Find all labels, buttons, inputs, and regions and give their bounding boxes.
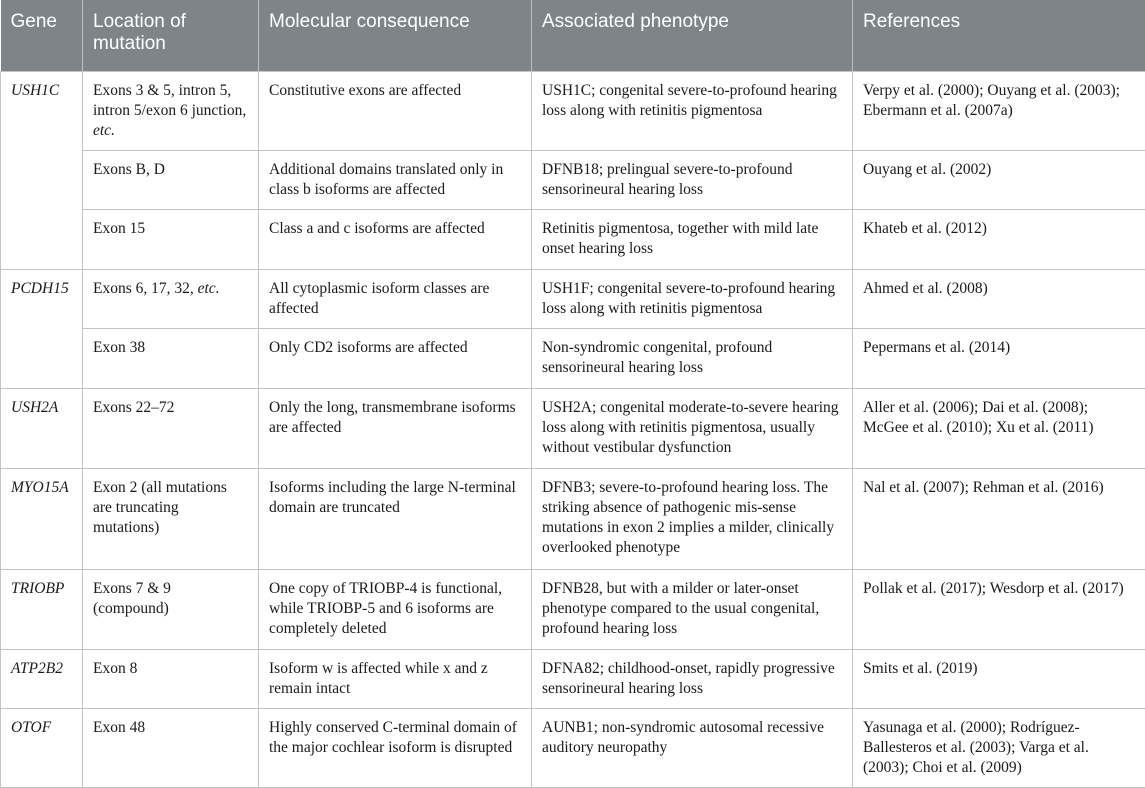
phenotype-cell: Retinitis pigmentosa, together with mild late onset hearing loss bbox=[532, 209, 853, 269]
table-row bbox=[1, 388, 1145, 468]
table-row bbox=[1, 71, 1145, 150]
phenotype-cell: Non-syndromic congenital, profound sensorineural hearing loss bbox=[532, 328, 853, 388]
references-cell: Ahmed et al. (2008) bbox=[853, 269, 1145, 328]
consequence-cell: All cytoplasmic isoform classes are affected bbox=[259, 269, 532, 328]
location-cell bbox=[83, 71, 259, 150]
location-text: Exons 6, 17, 32, bbox=[93, 280, 194, 297]
table-row bbox=[1, 150, 1145, 209]
header-phenotype: Associated phenotype bbox=[532, 0, 853, 71]
consequence-cell: Only CD2 isoforms are affected bbox=[259, 328, 532, 388]
header-references: References bbox=[853, 0, 1145, 71]
consequence-cell: Class a and c isoforms are affected bbox=[259, 209, 532, 269]
gene-cell: OTOF bbox=[1, 708, 83, 787]
table-body bbox=[1, 71, 1145, 787]
header-row bbox=[1, 0, 1145, 71]
phenotype-cell: USH1C; congenital severe-to-profound hearing loss along with retinitis pigmentosa bbox=[532, 71, 853, 150]
consequence-cell: Highly conserved C-terminal domain of the major cochlear isoform is disrupted bbox=[259, 708, 532, 787]
gene-cell: TRIOBP bbox=[1, 569, 83, 649]
references-cell: Nal et al. (2007); Rehman et al. (2016) bbox=[853, 468, 1145, 569]
location-cell: Exons B, D bbox=[83, 150, 259, 209]
location-suffix: etc. bbox=[198, 280, 220, 297]
references-cell: Pollak et al. (2017); Wesdorp et al. (2017) bbox=[853, 569, 1145, 649]
consequence-cell: Isoforms including the large N-terminal domain are truncated bbox=[259, 468, 532, 569]
table-row bbox=[1, 649, 1145, 708]
location-cell: Exon 8 bbox=[83, 649, 259, 708]
gene-cell: MYO15A bbox=[1, 468, 83, 569]
consequence-cell: Additional domains translated only in class b isoforms are affected bbox=[259, 150, 532, 209]
location-text: Exons 3 & 5, intron 5, intron 5/exon 6 junction, bbox=[93, 82, 246, 119]
table-row bbox=[1, 328, 1145, 388]
consequence-cell: Only the long, transmembrane isoforms are affected bbox=[259, 388, 532, 468]
location-cell: Exon 38 bbox=[83, 328, 259, 388]
header-gene: Gene bbox=[1, 0, 83, 71]
table-header bbox=[1, 0, 1145, 71]
references-cell: Pepermans et al. (2014) bbox=[853, 328, 1145, 388]
references-cell: Khateb et al. (2012) bbox=[853, 209, 1145, 269]
consequence-cell: Constitutive exons are affected bbox=[259, 71, 532, 150]
references-cell: Smits et al. (2019) bbox=[853, 649, 1145, 708]
table-row bbox=[1, 569, 1145, 649]
consequence-cell: One copy of TRIOBP-4 is functional, while TRIOBP-5 and 6 isoforms are completely deleted bbox=[259, 569, 532, 649]
phenotype-cell: DFNB3; severe-to-profound hearing loss. The striking absence of pathogenic mis-sense mutations in exon 2 implies a milder, clinically overlooked phenotype bbox=[532, 468, 853, 569]
phenotype-cell: DFNA82; childhood-onset, rapidly progressive sensorineural hearing loss bbox=[532, 649, 853, 708]
header-location: Location of mutation bbox=[83, 0, 259, 71]
location-cell: Exon 48 bbox=[83, 708, 259, 787]
phenotype-cell: USH1F; congenital severe-to-profound hearing loss along with retinitis pigmentosa bbox=[532, 269, 853, 328]
location-cell: Exons 7 & 9 (compound) bbox=[83, 569, 259, 649]
location-cell bbox=[83, 269, 259, 328]
phenotype-cell: DFNB18; prelingual severe-to-profound sensorineural hearing loss bbox=[532, 150, 853, 209]
phenotype-cell: DFNB28, but with a milder or later-onset phenotype compared to the usual congenital, profound hearing loss bbox=[532, 569, 853, 649]
gene-cell: USH2A bbox=[1, 388, 83, 468]
gene-cell: ATP2B2 bbox=[1, 649, 83, 708]
table-row bbox=[1, 708, 1145, 787]
phenotype-cell: USH2A; congenital moderate-to-severe hearing loss along with retinitis pigmentosa, usually without vestibular dysfunction bbox=[532, 388, 853, 468]
references-cell: Verpy et al. (2000); Ouyang et al. (2003); Ebermann et al. (2007a) bbox=[853, 71, 1145, 150]
gene-cell: USH1C bbox=[1, 71, 83, 269]
table-row bbox=[1, 209, 1145, 269]
header-consequence: Molecular consequence bbox=[259, 0, 532, 71]
table-row bbox=[1, 468, 1145, 569]
location-suffix: etc. bbox=[93, 122, 115, 139]
location-cell: Exon 2 (all mutations are truncating mutations) bbox=[83, 468, 259, 569]
gene-cell: PCDH15 bbox=[1, 269, 83, 388]
references-cell: Ouyang et al. (2002) bbox=[853, 150, 1145, 209]
phenotype-cell: AUNB1; non-syndromic autosomal recessive auditory neuropathy bbox=[532, 708, 853, 787]
consequence-cell: Isoform w is affected while x and z remain intact bbox=[259, 649, 532, 708]
table-row bbox=[1, 269, 1145, 328]
references-cell: Aller et al. (2006); Dai et al. (2008); McGee et al. (2010); Xu et al. (2011) bbox=[853, 388, 1145, 468]
references-cell: Yasunaga et al. (2000); Rodríguez-Ballesteros et al. (2003); Varga et al. (2003); Choi et al. (2009) bbox=[853, 708, 1145, 787]
location-cell: Exon 15 bbox=[83, 209, 259, 269]
location-cell: Exons 22–72 bbox=[83, 388, 259, 468]
